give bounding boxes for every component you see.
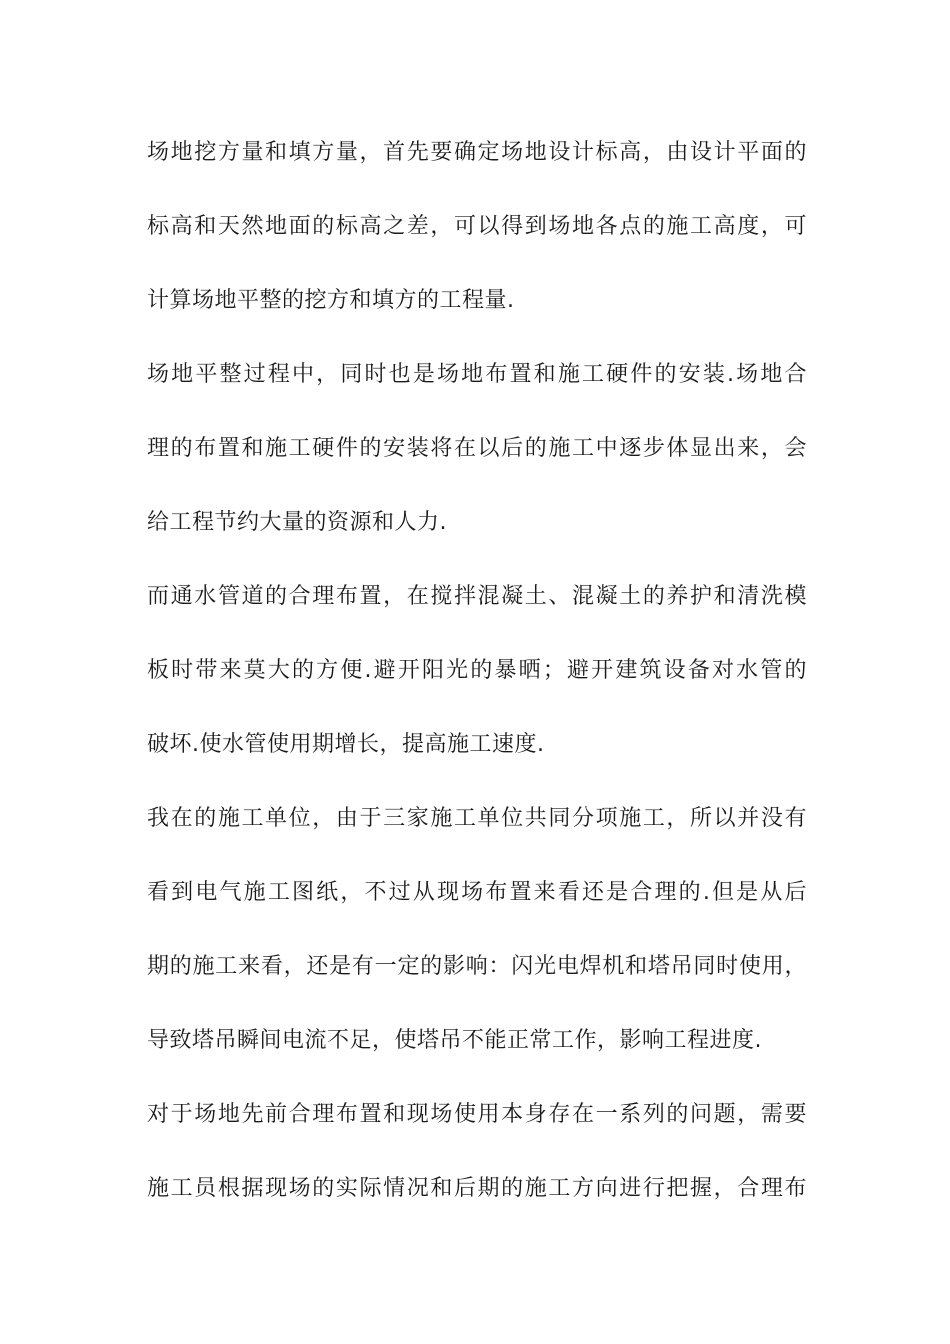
paragraph-site-earthwork bbox=[147, 128, 807, 350]
paragraph-water-pipes bbox=[147, 572, 807, 794]
text-line: 场地平整过程中，同时也是场地布置和施工硬件的安装.场地合 bbox=[147, 362, 807, 387]
document-body bbox=[147, 128, 807, 1238]
text-line: 看到电气施工图纸，不过从现场布置来看还是合理的.但是从后 bbox=[147, 880, 807, 905]
text-line: 我在的施工单位，由于三家施工单位共同分项施工，所以并没有 bbox=[147, 806, 807, 831]
paragraph-electrical bbox=[147, 794, 807, 1090]
text-line: 对于场地先前合理布置和现场使用本身存在一系列的问题，需要 bbox=[147, 1102, 807, 1127]
text-line: 期的施工来看，还是有一定的影响：闪光电焊机和塔吊同时使用， bbox=[147, 954, 807, 979]
text-line: 给工程节约大量的资源和人力. bbox=[147, 510, 447, 535]
text-line: 板时带来莫大的方便.避开阳光的暴晒；避开建筑设备对水管的 bbox=[147, 658, 807, 683]
text-line: 导致塔吊瞬间电流不足，使塔吊不能正常工作，影响工程进度. bbox=[147, 1028, 762, 1053]
text-line: 场地挖方量和填方量，首先要确定场地设计标高，由设计平面的 bbox=[147, 140, 807, 165]
paragraph-site-issues bbox=[147, 1090, 807, 1238]
text-line: 标高和天然地面的标高之差，可以得到场地各点的施工高度，可 bbox=[147, 214, 807, 239]
text-line: 施工员根据现场的实际情况和后期的施工方向进行把握，合理布 bbox=[147, 1176, 807, 1201]
paragraph-site-leveling bbox=[147, 350, 807, 572]
text-line: 破坏.使水管使用期增长，提高施工速度. bbox=[147, 732, 545, 757]
text-line: 理的布置和施工硬件的安装将在以后的施工中逐步体显出来，会 bbox=[147, 436, 807, 461]
text-line: 计算场地平整的挖方和填方的工程量. bbox=[147, 288, 515, 313]
text-line: 而通水管道的合理布置，在搅拌混凝土、混凝土的养护和清洗模 bbox=[147, 584, 807, 609]
